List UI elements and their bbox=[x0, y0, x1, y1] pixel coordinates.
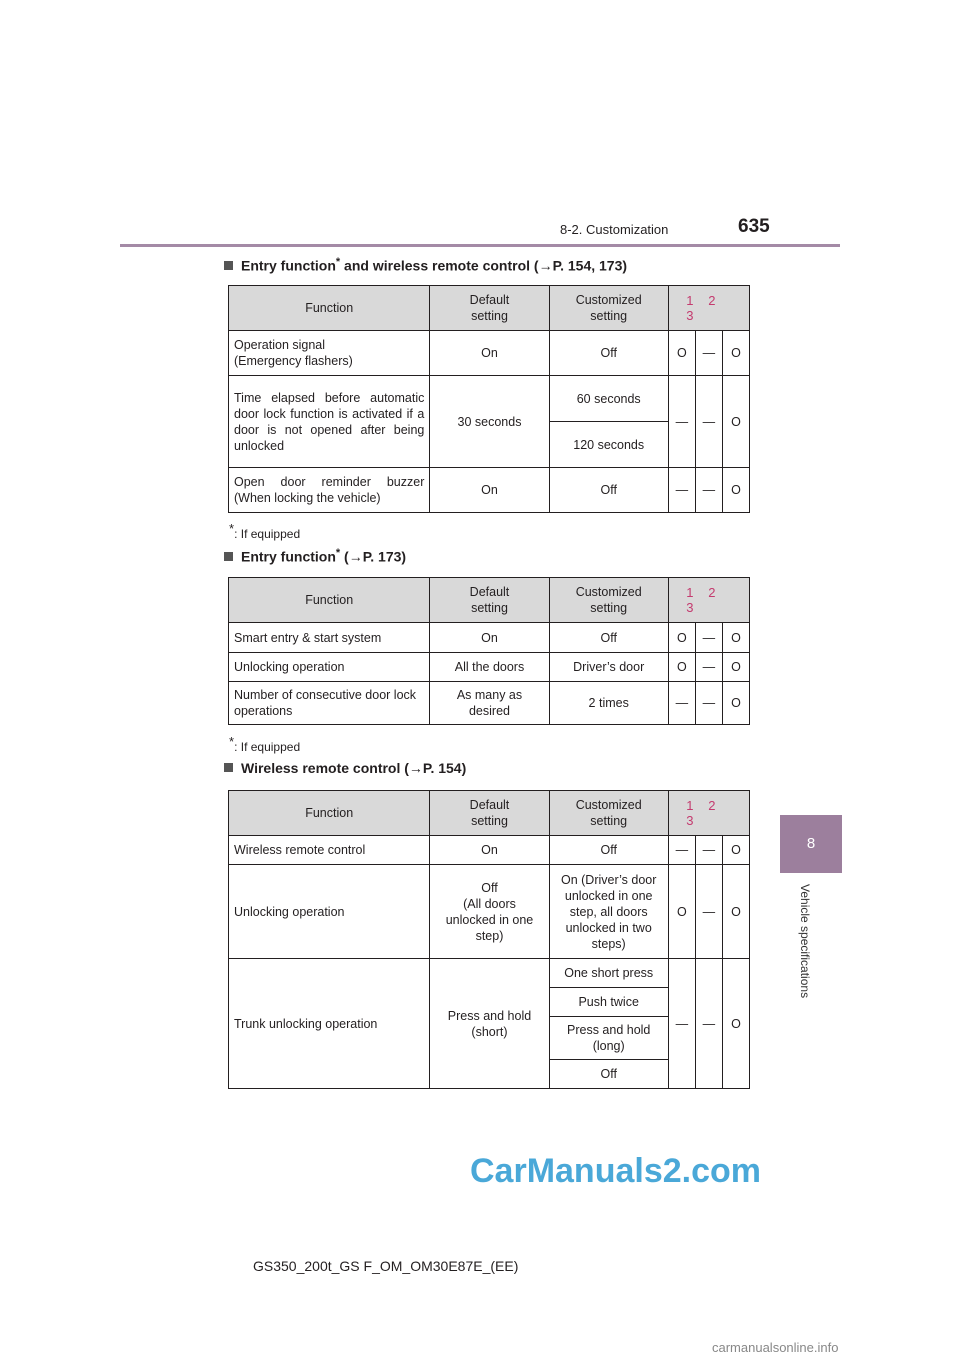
table-cell: — bbox=[695, 331, 722, 376]
table-cell: Off (All doors unlocked in one step) bbox=[430, 865, 549, 959]
table-cell: Off bbox=[549, 331, 668, 376]
table-cell: — bbox=[695, 959, 722, 1089]
header-section: 8-2. Customization bbox=[560, 222, 669, 237]
square-bullet-icon bbox=[224, 763, 233, 772]
document-code: GS350_200t_GS F_OM_OM30E87E_(EE) bbox=[253, 1258, 519, 1274]
table-row bbox=[229, 468, 750, 513]
table-cell: — bbox=[695, 865, 722, 959]
col-header-function: Function bbox=[229, 578, 430, 623]
section-heading: Entry function* (→P. 173) bbox=[224, 547, 406, 565]
table-cell: On bbox=[430, 836, 549, 865]
page-reference-link[interactable]: →P. 154, 173) bbox=[538, 257, 628, 274]
table-cell: 2 times bbox=[549, 682, 668, 725]
settings-table bbox=[228, 577, 750, 725]
table-cell: All the doors bbox=[430, 653, 549, 682]
table-row bbox=[229, 959, 750, 988]
chapter-title: Vehicle specifications bbox=[798, 884, 812, 999]
header-rule bbox=[120, 244, 840, 247]
table-cell: Off bbox=[549, 468, 668, 513]
table-cell: On bbox=[430, 623, 549, 653]
table-cell: Number of consecutive door lock operations bbox=[229, 682, 430, 725]
table-cell: O bbox=[722, 468, 749, 513]
table-cell: Operation signal (Emergency flashers) bbox=[229, 331, 430, 376]
table-cell: Press and hold (short) bbox=[430, 959, 549, 1089]
table-cell: Off bbox=[549, 623, 668, 653]
table-row bbox=[229, 376, 750, 422]
table-cell: On bbox=[430, 468, 549, 513]
section-heading: Entry function* and wireless remote control (→P. 154, 173) bbox=[224, 256, 627, 274]
table-row bbox=[229, 682, 750, 725]
table-cell: Wireless remote control bbox=[229, 836, 430, 865]
chapter-tab[interactable]: 8 bbox=[780, 815, 842, 873]
table-cell: Trunk unlocking operation bbox=[229, 959, 430, 1089]
page-reference-link[interactable]: →P. 154) bbox=[408, 760, 467, 776]
watermark-bottom: carmanualsonline.info bbox=[712, 1340, 839, 1355]
table-cell: — bbox=[695, 836, 722, 865]
footnote: *: If equipped bbox=[229, 521, 301, 541]
table-cell: O bbox=[722, 653, 749, 682]
footnote: *: If equipped bbox=[229, 734, 301, 754]
table-cell: — bbox=[695, 653, 722, 682]
col-header-function: Function bbox=[229, 791, 430, 836]
col-header-default: Default setting bbox=[430, 578, 549, 623]
table-cell: O bbox=[668, 623, 695, 653]
col-header-default: Default setting bbox=[430, 286, 549, 331]
col-header-function: Function bbox=[229, 286, 430, 331]
settings-table bbox=[228, 285, 750, 513]
table-cell: — bbox=[695, 468, 722, 513]
table-cell: O bbox=[722, 959, 749, 1089]
table-cell: O bbox=[668, 331, 695, 376]
table-cell: — bbox=[695, 623, 722, 653]
table-cell: Push twice bbox=[549, 988, 668, 1017]
col-header-customized: Customized setting bbox=[549, 578, 668, 623]
col-header-customized: Customized setting bbox=[549, 791, 668, 836]
col-header-numbers: 1 23 bbox=[668, 286, 749, 331]
table-row bbox=[229, 653, 750, 682]
table-cell: — bbox=[695, 682, 722, 725]
table-cell: Driver’s door bbox=[549, 653, 668, 682]
table-cell: O bbox=[722, 682, 749, 725]
table-cell: Time elapsed before automatic door lock function is activated if a door is not opened after being unlocked bbox=[229, 376, 430, 468]
square-bullet-icon bbox=[224, 261, 233, 270]
table-cell: — bbox=[668, 959, 695, 1089]
table-cell: Off bbox=[549, 836, 668, 865]
table-cell: Press and hold (long) bbox=[549, 1017, 668, 1060]
page-number: 635 bbox=[738, 216, 770, 237]
table-cell: On (Driver’s door unlocked in one step, all doors unlocked in two steps) bbox=[549, 865, 668, 959]
settings-table bbox=[228, 790, 750, 1089]
table-cell: On bbox=[430, 331, 549, 376]
table-cell: — bbox=[668, 682, 695, 725]
table-cell: — bbox=[668, 468, 695, 513]
col-header-default: Default setting bbox=[430, 791, 549, 836]
table-cell: — bbox=[695, 376, 722, 468]
table-cell: 120 seconds bbox=[549, 422, 668, 468]
table-row bbox=[229, 865, 750, 959]
table-cell: — bbox=[668, 836, 695, 865]
table-row bbox=[229, 331, 750, 376]
table-cell: Open door reminder buzzer (When locking the vehicle) bbox=[229, 468, 430, 513]
page-reference-link[interactable]: →P. 173) bbox=[348, 548, 407, 565]
col-header-numbers: 1 23 bbox=[668, 791, 749, 836]
table-cell: O bbox=[668, 653, 695, 682]
table-cell: 30 seconds bbox=[430, 376, 549, 468]
table-row bbox=[229, 836, 750, 865]
col-header-numbers: 1 23 bbox=[668, 578, 749, 623]
table-cell: O bbox=[668, 865, 695, 959]
table-cell: Unlocking operation bbox=[229, 865, 430, 959]
table-cell: One short press bbox=[549, 959, 668, 988]
table-cell: O bbox=[722, 331, 749, 376]
table-cell: As many as desired bbox=[430, 682, 549, 725]
table-cell: O bbox=[722, 865, 749, 959]
table-row bbox=[229, 623, 750, 653]
watermark: CarManuals2.com bbox=[470, 1152, 761, 1190]
table-cell: Off bbox=[549, 1060, 668, 1089]
square-bullet-icon bbox=[224, 552, 233, 561]
table-cell: Unlocking operation bbox=[229, 653, 430, 682]
table-cell: O bbox=[722, 623, 749, 653]
table-cell: — bbox=[668, 376, 695, 468]
table-cell: O bbox=[722, 836, 749, 865]
section-heading: Wireless remote control (→P. 154) bbox=[224, 760, 466, 776]
table-cell: O bbox=[722, 376, 749, 468]
table-cell: Smart entry & start system bbox=[229, 623, 430, 653]
col-header-customized: Customized setting bbox=[549, 286, 668, 331]
table-cell: 60 seconds bbox=[549, 376, 668, 422]
